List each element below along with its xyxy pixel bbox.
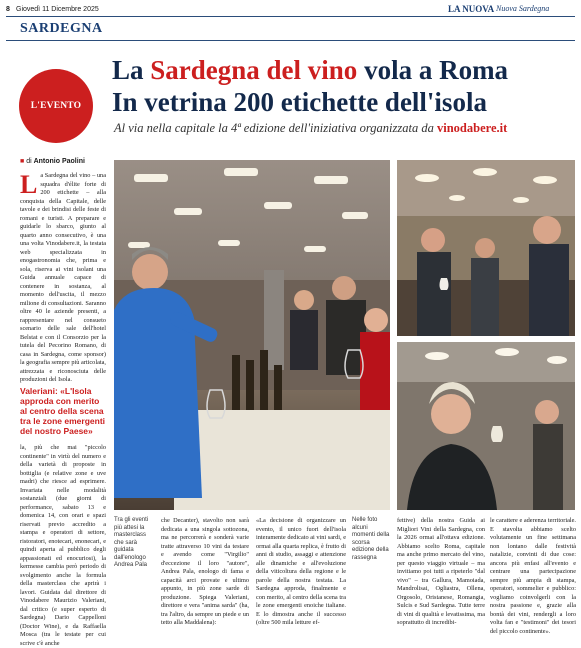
- headline-1-highlight: Sardegna del vino: [150, 55, 358, 85]
- body-column-4: «La decisione di organizzare un evento, il unico fuori dell'isola interamente dedicato ai vini sardi, e ormai alla quarta replica, è frutto di anni di studio, assaggi e attenzione alle dinamiche e all'evoluzione della viticoltura della regione e le parole della nostra testata. La Sardegna approda, finalmente e con merito, al centro della scena tra le zone emergenti enoiche italiane. E lo dimostra anche il successo (oltre 500 mila letture ef-: [256, 517, 346, 626]
- photo-caption-edition: Nelle foto alcuni momenti della scorsa edizione della rassegna: [352, 517, 390, 561]
- deck-text: Al via nella capitale la 4ª edizione dell'iniziativa organizzata da: [114, 121, 437, 135]
- deck-site: vinodabere.it: [437, 121, 508, 135]
- body-column-6: le carattere e aderenza territoriale. E stavolta abbiamo scelto volutamente un fine settimana non lontano dalle festività natalizie, convinti di due cose: ancora più enfasi all'evento e centrare una partecipazione sempre più ampia di stampa, operatori, sommelier e pubblico: vogliamo coinvolgerli con la nostra passione e, grazie alla bontà dei vini, rendergli a loro volta fan e "testimoni" dei tesori del piccolo continente».: [490, 517, 576, 635]
- event-badge-label: L'EVENTO: [30, 101, 82, 111]
- header-rule: [6, 16, 575, 17]
- photo-guests: [397, 342, 575, 510]
- byline-marker-icon: ■: [20, 158, 25, 165]
- pull-quote: Valeriani: «L'Isola approda con merito al centro della scena tra le zone emergenti del nostro Paese»: [20, 386, 106, 436]
- body-column-1: [20, 172, 106, 382]
- byline: [20, 158, 85, 165]
- issue-date: Giovedì 11 Dicembre 2025: [16, 6, 99, 13]
- body-column-1b: la, più che mai "piccolo continente" in virtù del numero e della varietà di proposte in bottiglia (e relative zone e uve madri) che riesce ad esprimere. Invariata nelle modalità sostanziali (due giorni di performance, sabato 13 e domenica 14, con orari e spazi riservati previo accredito a stampa e operatori di settore, ristoratori, enotecari, enonecari, e quindi aperta al pubblico degli appassionati ed enocuriosi), la kermesse cambia però periodo di svolgimento anche la formula della masterclass che aprirà i lavori. Guidata dal direttore di Vinodabere Maurizio Valeriani, dal critico (e super esperto di Sardegna) Dario Cappelloni (Doctor Wine), e da Raffaella Mosca (tra le testate per cui scrive c'è anche: [20, 444, 106, 647]
- newspaper-name: LA NUOVA: [448, 4, 495, 14]
- body-column-3: che Decanter), stavolto non sarà dedicata a una singola sottozona, ma ne percorrerà e sonderà varie tratte attraverso 10 vini da testare e avendo come "Virgilio" d'eccezione il loro "autore", Andrea Pala, enologo di fama e capacità arci provate e ultimo appunto, in più zone sarde di produzione. Spiega Valeriani, direttore e vera "anima sarda" (ha, tra l'altro, da sempre un piede e un tetto alla Maddalena):: [161, 517, 249, 626]
- section-rule: [6, 40, 575, 41]
- body-column-5: fettive) della nostra Guida ai Migliori Vini della Sardegna, con la 2026 ormai all'ottava edizione. Abbiamo scelto Roma, capitale ma anche primo mercato del vino, per questo viaggio virtuale – ma invitiamo poi tutti a ripeterlo "dal vivo" – tra Gallura, Mamoiada, Mandrolisai, Ogliastra, Ollena, Orgosolo, Oristanese, Romangia, Sulcis e Sud Sardegna. Tutte terre di vini di qualità e levatissima, ma soprattutto di incredibi-: [397, 517, 485, 626]
- headline-1a: La: [112, 55, 151, 85]
- body-text-1: a Sardegna del vino – una squadra d'élite forte di 200 etichette – alla conquista della Capitale, delle tavole e dei brindisi delle feste di romani e turisti. A preparare e guidarle lo sbarco, giunto al quarto anno consecutivo, è una una volta Vinodabere.it, la testata web specializzata in enogastronomia che, prima e sola, riserva ai vini isolani una Guida annuale capace di contenere in sostanza, al momento dell'uscita, il mezzo milione di consultazioni. Saranno oltre 40 le aziende presenti, a rappresentare nel consueto scenario delle sale dell'hotel Belstat e con il Consorzio per la tutela del Pecorino Romano, di casa in Sardegna, come sponsor) la geografia sempre più articolata, attrezzata e riconosciuta delle produzioni del Isola.: [20, 172, 106, 383]
- headline-1b: vola a Roma: [357, 55, 509, 85]
- deck: [114, 121, 507, 136]
- headline-line-1: [112, 55, 508, 85]
- photo-tasting: [397, 160, 575, 336]
- drop-cap: L: [20, 170, 38, 199]
- byline-author: Antonio Paolini: [33, 158, 85, 165]
- page-number: 8: [6, 6, 10, 13]
- headline-line-2: In vetrina 200 etichette dell'isola: [112, 87, 487, 117]
- main-photo: [114, 160, 390, 510]
- newspaper-subtitle: Nuova Sardegna: [496, 4, 550, 13]
- section-title: SARDEGNA: [20, 21, 103, 36]
- photo-caption-masterclass: Tra gli eventi più attesi la masterclass che sarà guidata dall'enologo Andrea Pala: [114, 517, 149, 568]
- byline-prefix: di: [26, 158, 32, 165]
- event-badge: [19, 69, 93, 143]
